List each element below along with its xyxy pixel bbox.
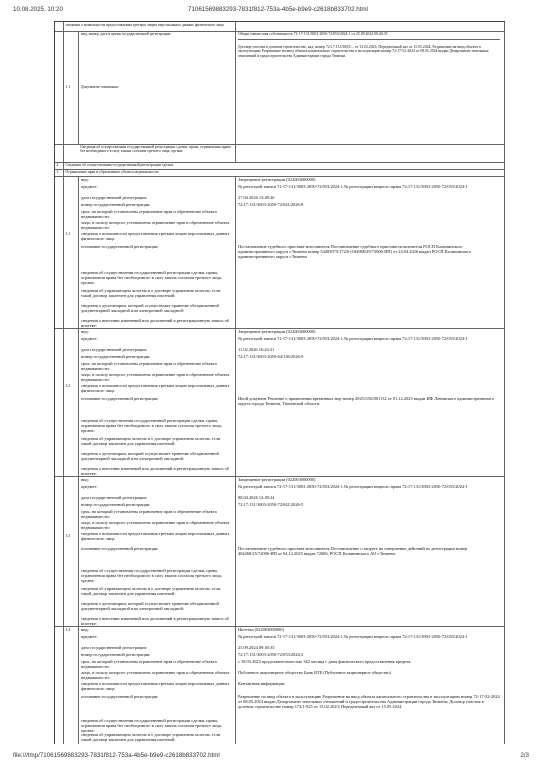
document-table bbox=[54, 21, 505, 744]
table-row bbox=[55, 144, 505, 163]
row-label: сведения о возможности предоставления третьим лицам персональных данных физического лица bbox=[64, 22, 236, 31]
row-label: Сведения об осуществлении государственной регистрации сделки, права, ограничения права без необходимого в силу закона согласия третьего лица, органа: bbox=[64, 144, 236, 162]
section-title: Сведения об осуществлении государственной регистрации сделки: bbox=[64, 162, 505, 169]
record-3-2: 3.2 вид: предмет: дата государственной регистрации: номер государственной регистрации: срок, на который установлены ограничение прав и обременение объекта недвижимости: лицо, в пользу которого установлены ограничение прав и обременение объекта недвижимости: сведения о возможности предоставления третьим лицам персональных данных физического лица основание государственной регистрации: сведения об осуществлении государственной регистрации сделки, права, ограничения права без необходимого в силу закона согласия третьего лица, органа: сведения об управляющем залогом и о договоре управления залогом, если такой договор заключен для управления ипотекой: сведения о депозитарии, который осуществляет хранение обездвиженной документарной закладной или электронной закладной: сведения о внесении изменений или дополнений в регистрационную запись об ипотеке: Запрещение регистрации (022003000000) № регистрой записи 72-17-131/3003-2050-72/053/2024-1.№ регистрации вещного права 72:17:131/3003-2050-72/053/2024-1 11.02.2026 16:24:31 72:17:131/3003-2050-64/136/2026-9 Иной документ Решение о применении временных мер номер 20251156/001132 от 01.12.2025 выдан ИФ Ленинского административного округа города Тюмени, Тюменской области. bbox=[55, 328, 505, 477]
section-number: 3 bbox=[55, 169, 64, 176]
row-value: Договор участия в долевом строительстве, кад. номер 72:17:131/3003/... от 13.02.2023; Передаточный акт от 15.05.2024; Разрешение на ввод объекта в эксплуатацию Разрешение на ввод объекта капитального строительства в эксплуатацию номер 72-17-52-2024 от 08.05.2024 выдан Департамент земельных отношений и градостроительства Администрации города Тюмени. bbox=[238, 45, 489, 58]
section-number: 2 bbox=[55, 162, 64, 169]
section-number: 3.3 bbox=[64, 476, 79, 626]
row-label: Документы-основания: bbox=[81, 85, 119, 89]
record-3-1: 3.1 вид: предмет: дата государственной регистрации: номер государственной регистрации: срок, на который установлены ограничение прав и обременение объекта недвижимости: лицо, в пользу которого установлены ограничение прав и обременение объекта недвижимости: сведения о возможности предоставления третьим лицам персональных данных физического лица основание государственной регистрации: сведения об осуществлении государственной регистрации сделки, права, ограничения права без необходимого в силу закона согласия третьего лица, органа: сведения об управляющем залогом и о договоре управления залогом, если такой договор заключен для управления ипотекой: сведения о депозитарии, который осуществляет хранение обездвиженной документарной закладной или электронной закладной: сведения о внесении изменений или дополнений в регистрационную запись об ипотеке: Запрещение регистрации (022003000000) № регистрой записи 72-17-131/3003-2050-72/053/2024-1.№ регистрации вещного права 72:17:131/3003-2050-72/053/2024-1 27.04.2026 13:49:26 72:17:131/3003-2050-72/041/2026-8 Постановление судебного пристава-исполнителя Постановление судебного пристава-исполнителя РОСП Калининского административного округа г.Тюмени номер 54283975/172/0 (184988/29/72006-ИП) от 24.04.2026 выдан РОСП Калининского административного округа г.Тюмени bbox=[55, 176, 505, 329]
row-label: вид, номер, дата и время государственной регистрации: bbox=[81, 32, 172, 36]
section-number: 3.1 bbox=[64, 176, 79, 328]
table-row bbox=[55, 31, 505, 145]
browser-footer bbox=[0, 748, 543, 768]
record-3-4: 3.4 вид: предмет: дата государственной регистрации: номер государственной регистрации: срок, на который установлены ограничение прав и обременение объекта недвижимости: лицо, в пользу которого установлены ограничение прав и обременение объекта недвижимости: сведения о возможности предоставления третьим лицам персональных данных физического лица основание государственной регистрации: сведения об осуществлении государственной регистрации сделки, права, ограничения права без необходимого в силу закона согласия третьего лица, органа: сведения об управляющем залогом и о договоре управления залогом, если такой договор заключен для управления ипотекой: Ипотека (022003000000) № регистрой записи 72-17-131/3003-2050-72/053/2024-1.№ регистрации вещного права 72:17:131/3003-2050-72/053/2024-1 25.09.2024 09:40:35 72:17:131/3003-2050-72/053/2024-2 с 18.03.2023 продолжительностью 362 месяца с даты фактического предоставления кредита. Публичное акционерное общество Банк ВТБ (Публичное акционерное общество) Контактная информация: Разрешение на ввод объекта в эксплуатацию Разрешение на ввод объекта капитального строительства в эксплуатацию номер 72-17-52-2024 от 08.05.2024 выдан Департамент земельных отношений и градостроительства Администрации города Тюмени; Договор участия в долевом строительстве номер 172/1-825 от 15.02.2023; Передаточный акт от 15.05.2024. bbox=[55, 626, 505, 744]
file-url: file:///tmp/71061569883293-7831f812-753a-4b5e-b9e9-c2618b833702.html bbox=[13, 752, 220, 759]
section-number: 3.2 bbox=[64, 328, 79, 476]
browser-header bbox=[0, 4, 543, 16]
section-number: 1.1 bbox=[64, 31, 79, 144]
record-3-3: 3.3 вид: предмет: дата государственной регистрации: номер государственной регистрации: срок, на который установлены ограничение прав и обременение объекта недвижимости: лицо, в пользу которого установлены ограничение прав и обременение объекта недвижимости: сведения о возможности предоставления третьим лицам персональных данных физического лица основание государственной регистрации: сведения об осуществлении государственной регистрации сделки, права, ограничения права без необходимого в силу закона согласия третьего лица, органа: сведения об управляющем залогом и о договоре управления залогом, если такой договор заключен для управления ипотекой: сведения о депозитарии, который осуществляет хранение обездвиженной документарной закладной или электронной закладной: сведения о внесении изменений или дополнений в регистрационную запись об ипотеке: Запрещение регистрации (022003000000) № регистрой записи 72-17-131/3003-2050-72/053/2024-1.№ регистрации вещного права 72:17:131/3003-2050-72/053/2024-1 08.04.2026 12:49:24 72:17:131/3003-2050-72/041/2026-5 Постановление судебного пристава-исполнителя Постановление о запрете на совершение действий по регистрации номер 404268/25/72006-ИП от 04.12.2025 выдан 72006, РОСП Калининского АО г.Тюмени. bbox=[55, 476, 505, 627]
section-title: Ограничение прав и обременение объекта недвижимости: bbox=[64, 169, 505, 176]
page-title: 71061569883293-7831f812-753a-4b5e-b9e9-c2618b833702.html bbox=[188, 6, 368, 13]
section-number: 3.4 bbox=[64, 626, 79, 744]
row-value: Общая совместная собственность 72-17-131/3003-2050-72/053/2024-1 от 25.09.2024 09:40:35 bbox=[238, 32, 500, 40]
page-number: 2/3 bbox=[520, 752, 529, 759]
print-datetime: 10.08.2025, 10:20 bbox=[13, 6, 63, 13]
